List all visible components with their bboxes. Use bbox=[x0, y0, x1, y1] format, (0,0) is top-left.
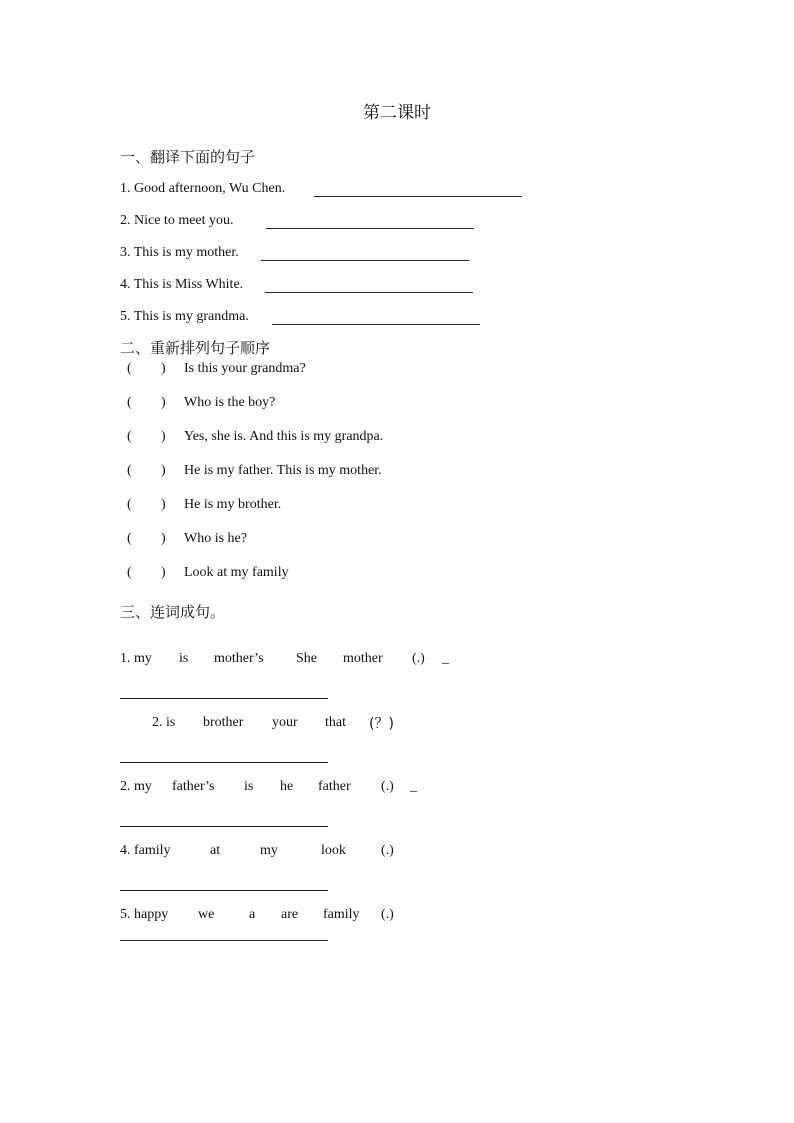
order-bracket-close: ) bbox=[161, 565, 166, 580]
section3-heading: 三、连词成句。 bbox=[120, 603, 226, 621]
order-sentence-7: Look at my family bbox=[184, 565, 289, 580]
answer-line-2[interactable] bbox=[266, 228, 474, 229]
q3-word: is bbox=[244, 779, 254, 794]
answer-line-3[interactable] bbox=[261, 260, 469, 261]
q1-punctuation: (.) bbox=[412, 651, 425, 666]
translate-item-1-text: 1. Good afternoon, Wu Chen. bbox=[120, 181, 286, 196]
q1-underscore: _ bbox=[442, 651, 449, 666]
section1-heading: 一、翻译下面的句子 bbox=[120, 148, 256, 166]
order-bracket-open: ( bbox=[127, 361, 132, 376]
order-bracket-close: ) bbox=[161, 395, 166, 410]
q4-punctuation: (.) bbox=[381, 843, 394, 858]
order-answer-slot[interactable] bbox=[136, 531, 158, 547]
order-bracket-open: ( bbox=[127, 395, 132, 410]
q2-word: that bbox=[325, 715, 346, 730]
order-bracket-open: ( bbox=[127, 463, 132, 478]
translate-item-5 bbox=[120, 309, 249, 325]
q3-answer-line[interactable] bbox=[120, 826, 328, 827]
q1-word: She bbox=[296, 651, 317, 666]
q4-answer-line[interactable] bbox=[120, 890, 328, 891]
page-title: 第二课时 bbox=[363, 103, 431, 123]
q1-answer-line[interactable] bbox=[120, 698, 328, 699]
q1-word: is bbox=[179, 651, 189, 666]
order-answer-slot[interactable] bbox=[136, 395, 158, 411]
order-sentence-5: He is my brother. bbox=[184, 497, 282, 512]
q5-word: family bbox=[323, 907, 360, 922]
answer-line-1[interactable] bbox=[314, 196, 522, 197]
order-sentence-3: Yes, she is. And this is my grandpa. bbox=[184, 429, 384, 444]
q4-word: look bbox=[321, 843, 346, 858]
order-bracket-close: ) bbox=[161, 463, 166, 478]
order-sentence-4: He is my father. This is my mother. bbox=[184, 463, 382, 478]
q3-word: father’s bbox=[172, 779, 215, 794]
q1-word: mother’s bbox=[214, 651, 264, 666]
q2-word: brother bbox=[203, 715, 244, 730]
order-bracket-close: ) bbox=[161, 429, 166, 444]
section2-heading: 二、重新排列句子顺序 bbox=[120, 339, 271, 357]
q1-word: mother bbox=[343, 651, 383, 666]
order-sentence-2: Who is the boy? bbox=[184, 395, 276, 410]
order-bracket-open: ( bbox=[127, 429, 132, 444]
q3-word: he bbox=[280, 779, 294, 794]
q5-answer-line[interactable] bbox=[120, 940, 328, 941]
order-answer-slot[interactable] bbox=[136, 497, 158, 513]
order-sentence-1: Is this your grandma? bbox=[184, 361, 306, 376]
order-answer-slot[interactable] bbox=[136, 361, 158, 377]
answer-line-4[interactable] bbox=[265, 292, 473, 293]
order-answer-slot[interactable] bbox=[136, 565, 158, 581]
translate-item-1 bbox=[120, 181, 285, 197]
q5-word: a bbox=[249, 907, 256, 922]
translate-item-2 bbox=[120, 213, 234, 229]
answer-line-5[interactable] bbox=[272, 324, 480, 325]
translate-item-5-text: 5. This is my grandma. bbox=[120, 309, 249, 324]
q2-punctuation: (？) bbox=[369, 716, 394, 732]
q3-underscore: _ bbox=[410, 779, 417, 794]
order-answer-slot[interactable] bbox=[136, 463, 158, 479]
q3-word: 2. my bbox=[120, 779, 152, 794]
order-bracket-close: ) bbox=[161, 361, 166, 376]
q2-answer-line[interactable] bbox=[120, 762, 328, 763]
q5-word: are bbox=[281, 907, 299, 922]
translate-item-2-text: 2. Nice to meet you. bbox=[120, 213, 234, 228]
order-bracket-open: ( bbox=[127, 565, 132, 580]
q4-word: my bbox=[260, 843, 278, 858]
translate-item-3-text: 3. This is my mother. bbox=[120, 245, 239, 260]
translate-item-4-text: 4. This is Miss White. bbox=[120, 277, 244, 292]
q5-word: 5. happy bbox=[120, 907, 169, 922]
q5-word: we bbox=[198, 907, 215, 922]
q2-word: your bbox=[272, 715, 298, 730]
q4-word: 4. family bbox=[120, 843, 171, 858]
order-bracket-open: ( bbox=[127, 497, 132, 512]
q3-punctuation: (.) bbox=[381, 779, 394, 794]
translate-item-3 bbox=[120, 245, 239, 261]
translate-item-4 bbox=[120, 277, 243, 293]
q5-punctuation: (.) bbox=[381, 907, 394, 922]
q1-word: 1. my bbox=[120, 651, 152, 666]
order-bracket-open: ( bbox=[127, 531, 132, 546]
order-bracket-close: ) bbox=[161, 497, 166, 512]
q2-word: 2. is bbox=[152, 715, 176, 730]
order-sentence-6: Who is he? bbox=[184, 531, 247, 546]
q4-word: at bbox=[210, 843, 221, 858]
q3-word: father bbox=[318, 779, 351, 794]
order-bracket-close: ) bbox=[161, 531, 166, 546]
order-answer-slot[interactable] bbox=[136, 429, 158, 445]
